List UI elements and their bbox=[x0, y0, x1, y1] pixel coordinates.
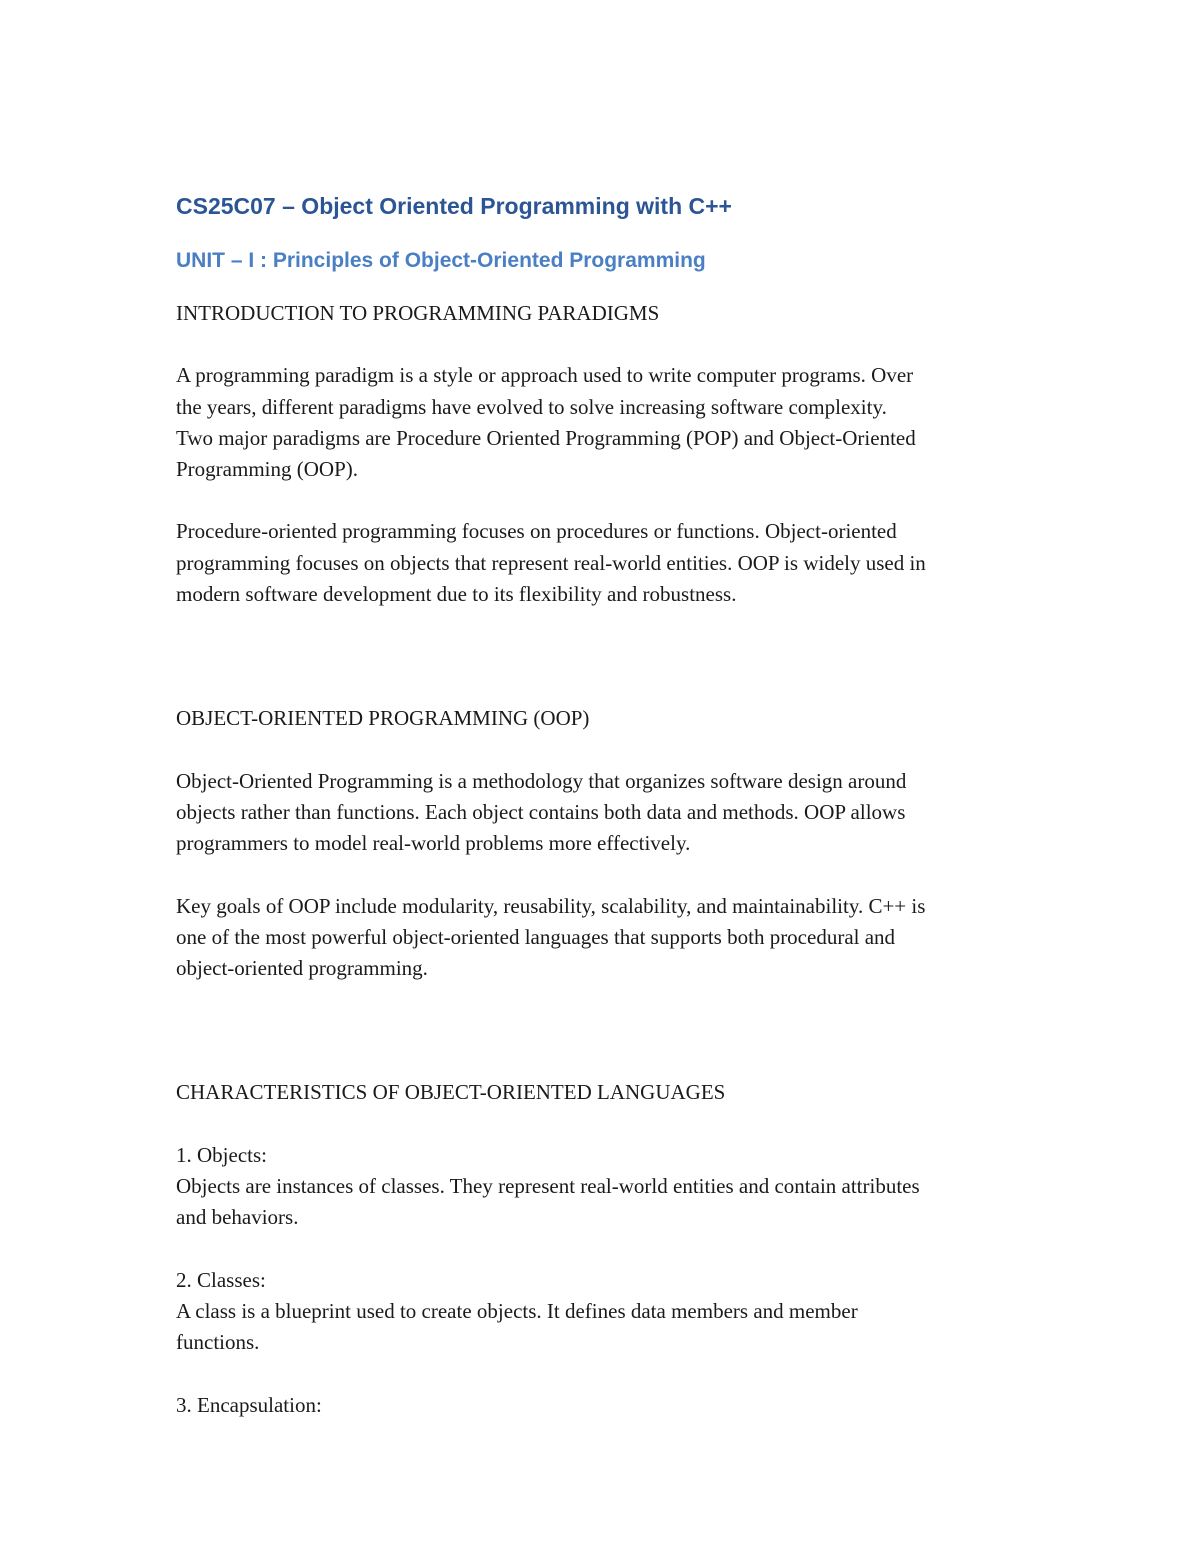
paragraph bbox=[176, 360, 1036, 485]
paragraph-line: Object-Oriented Programming is a methodology that organizes software design around bbox=[176, 768, 907, 793]
paragraph-line: programming focuses on objects that represent real-world entities. OOP is widely used in bbox=[176, 550, 926, 575]
paragraph-line: programmers to model real-world problems more effectively. bbox=[176, 831, 691, 856]
paragraph-line: Procedure-oriented programming focuses on procedures or functions. Object-oriented bbox=[176, 519, 897, 544]
list-item bbox=[176, 1265, 1036, 1359]
paragraph bbox=[176, 891, 1036, 985]
paragraph bbox=[176, 516, 1036, 610]
paragraph-line: A programming paradigm is a style or approach used to write computer programs. Over bbox=[176, 363, 914, 388]
section-heading: OBJECT-ORIENTED PROGRAMMING (OOP) bbox=[176, 706, 590, 731]
section-introduction bbox=[176, 298, 1036, 610]
paragraph-line: object-oriented programming. bbox=[176, 956, 428, 981]
paragraph-line: modern software development due to its flexibility and robustness. bbox=[176, 582, 737, 607]
section-heading: INTRODUCTION TO PROGRAMMING PARADIGMS bbox=[176, 301, 660, 325]
list-item bbox=[176, 1390, 1036, 1421]
document-content bbox=[176, 190, 1036, 1421]
paragraph-line: one of the most powerful object-oriented languages that supports both procedural and bbox=[176, 924, 896, 949]
paragraph-line: and behaviors. bbox=[176, 1205, 299, 1230]
list-item-title: 3. Encapsulation: bbox=[176, 1392, 322, 1417]
list-item-title: 2. Classes: bbox=[176, 1267, 266, 1292]
list-item bbox=[176, 1140, 1036, 1234]
paragraph-line: the years, different paradigms have evolved to solve increasing software complexity. bbox=[176, 394, 887, 419]
paragraph-line: objects rather than functions. Each object contains both data and methods. OOP allows bbox=[176, 799, 906, 824]
paragraph-line: Programming (OOP). bbox=[176, 457, 358, 482]
section-heading: CHARACTERISTICS OF OBJECT-ORIENTED LANGUAGES bbox=[176, 1080, 726, 1105]
document-title: CS25C07 – Object Oriented Programming with C++ bbox=[176, 193, 732, 219]
paragraph-line: Objects are instances of classes. They represent real-world entities and contain attributes bbox=[176, 1174, 920, 1199]
section-oop bbox=[176, 703, 1036, 984]
paragraph-line: A class is a blueprint used to create objects. It defines data members and member bbox=[176, 1298, 858, 1323]
paragraph-line: Key goals of OOP include modularity, reusability, scalability, and maintainability. C++ is bbox=[176, 893, 926, 918]
list-item-title: 1. Objects: bbox=[176, 1142, 267, 1167]
paragraph-line: functions. bbox=[176, 1330, 260, 1355]
paragraph-line: Two major paradigms are Procedure Oriented Programming (POP) and Object-Oriented bbox=[176, 425, 916, 450]
paragraph bbox=[176, 766, 1036, 860]
section-characteristics bbox=[176, 1077, 1036, 1420]
unit-subtitle: UNIT – I : Principles of Object-Oriented Programming bbox=[176, 249, 706, 272]
